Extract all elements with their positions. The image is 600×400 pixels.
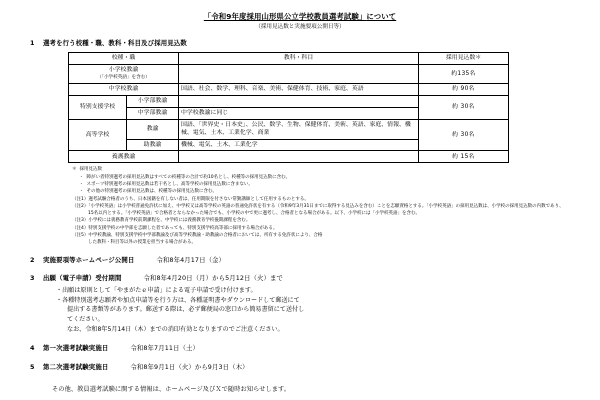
page-title-tail: について — [366, 12, 397, 21]
page-title-quoted: 「令和9年度採用山形県公立学校教員選考試験」 — [203, 12, 367, 21]
application-note-line: ・出願は原則として「やまがたｅ申請」による電子申請で受け付けます。 — [56, 286, 257, 294]
footnote-note — [68, 225, 578, 232]
cell-subjects — [179, 64, 419, 83]
cell-job: 中学部教諭 — [127, 107, 179, 119]
section-5-value: 令和8年9月1日（火）から9月3日（木） — [130, 362, 249, 371]
footnotes — [68, 166, 578, 246]
cell-subjects: 機械、電気、土木、工業化学 — [179, 139, 419, 151]
column-header-school: 校種・職 — [69, 53, 179, 65]
note-label: （注1） — [72, 196, 89, 202]
footnote-bullet — [68, 174, 578, 181]
section-4-title: 第一次選考試験実施日 — [43, 344, 109, 353]
table-row — [69, 95, 509, 107]
footnote-bullet-text: その他の特別選考の採用見込数は、校種等の採用見込数に含む。 — [86, 189, 217, 195]
bullet-marker: ・ — [79, 181, 84, 187]
footnote-star — [68, 166, 578, 173]
application-note-line: てください。 — [67, 316, 104, 324]
section-5-heading — [22, 363, 578, 373]
cell-subjects: 中学校教諭に同じ — [179, 107, 419, 119]
table-row — [69, 64, 509, 83]
cell-job: 助教諭 — [127, 139, 179, 151]
note-label: （注3） — [72, 218, 89, 224]
footnote-bullet — [68, 181, 578, 188]
title-block — [22, 12, 578, 30]
section-2-heading — [22, 256, 578, 266]
section-4-value: 令和8年7月11日（土） — [130, 344, 199, 353]
bullet-marker: ・ — [79, 189, 84, 195]
section-1 — [22, 39, 578, 246]
closing-note: その他、教員選考試験に関する情報は、ホームページ及びＸで随時お知らせします。 — [52, 386, 291, 394]
application-note-line: 提出する書類等があります。郵送する際は、必ず郵便局の窓口から簡易書留にて送付し — [67, 306, 305, 314]
note-text: 特別支援学校の中学部を志願した者であっても、特別支援学校高等部に採用する場合がある。 — [88, 225, 278, 231]
section-4-heading — [22, 344, 578, 354]
table-row — [69, 119, 509, 139]
section-3-number: 3 — [30, 274, 35, 283]
footnote-note — [68, 196, 578, 203]
cell-count: 約135名 — [419, 64, 509, 83]
cell-count: 約 30名 — [419, 95, 509, 119]
cell-subjects: 国語、「世界史・日本史」、公民、数学、生物、保健体育、美術、英語、家庭、情報、機械、電気、土木、工業化学、商業 — [179, 119, 419, 139]
section-1-title: 選考を行う校種・職、教科・科目及び採用見込数 — [43, 39, 187, 48]
note-text-continued: した教科・科目等以外の授業を担当する場合がある。 — [88, 240, 196, 246]
section-3-value: 令和8年4月20日（月）から5月12日（火）まで — [143, 274, 284, 283]
section-3-heading — [22, 274, 578, 284]
cell-school: 特別支援学校 — [69, 95, 127, 119]
cell-count: 約 90名 — [419, 83, 509, 95]
table-header-row — [69, 53, 509, 65]
section-2-value: 令和8年4月17日（金） — [156, 255, 226, 264]
page-subtitle: （採用見込数と実施要項公開日等） — [255, 23, 345, 30]
section-2-number: 2 — [30, 255, 35, 264]
cell-subjects — [179, 95, 419, 107]
section-5-title: 第二次選考試験実施日 — [43, 362, 109, 371]
cell-subjects — [179, 151, 419, 163]
cell-job: 小学部教諭 — [127, 95, 179, 107]
bullet-marker: ・ — [79, 174, 84, 180]
section-5-number: 5 — [30, 362, 35, 371]
note-text: 「小学校英語」は小学校普通免許状に加え、中学校又は高等学校の英語の普通免許状を有する（令和9年3月31日までに取得する見込みを含む）ことを志願資格とする。「小学校英語」の採用見込数は、小学校の採用見込数の内数であり、 — [88, 203, 564, 209]
section-2 — [22, 256, 578, 266]
note-text: 小学校には義務教育学校前期課程を、中学校には義務教育学校後期課程を含む。 — [88, 218, 251, 224]
section-4-number: 4 — [30, 344, 35, 353]
cell-school — [69, 64, 179, 83]
note-label: （注2） — [72, 203, 89, 209]
footnote-note — [68, 203, 578, 218]
footnote-star-mark: ＊ — [72, 167, 77, 173]
cell-school: 中学校教諭 — [69, 83, 179, 95]
cell-school: 高等学校 — [69, 119, 127, 151]
application-note-line: ・各種特別選考志願者や加点申請等を行う方は、各種証明書やダウンロードして郵送にて — [56, 296, 300, 304]
section-3 — [22, 274, 578, 335]
column-header-count: 採用見込数＊ — [419, 53, 509, 65]
table-row — [69, 83, 509, 95]
footnote-note — [68, 232, 578, 247]
cell-count: 約 15名 — [419, 151, 509, 163]
section-1-heading — [22, 39, 578, 49]
section-1-number: 1 — [30, 39, 35, 48]
cell-count: 約 30名 — [419, 119, 509, 151]
section-3-title: 出願（電子申請）受付期間 — [43, 274, 122, 283]
section-2-title: 実施要項等ホームページ公開日 — [43, 255, 135, 264]
table-row — [69, 151, 509, 163]
footnote-star-label: 採用見込数 — [79, 167, 102, 173]
footnote-bullet — [68, 188, 578, 195]
page-title — [22, 12, 578, 21]
note-text: 選考試験合格者のうち、日本国籍を有しない者は、任用期限を付さない常勤講師として任用するものとする。 — [88, 196, 309, 202]
recruitment-table — [68, 52, 509, 163]
application-notes — [22, 286, 578, 335]
column-header-subject: 教科・科目 — [179, 53, 419, 65]
footnote-bullet-text: 障がい者特別選考の採用見込数はすべての校種等の合計で約10名とし、校種等の採用見込数に含む。 — [86, 174, 291, 180]
cell-job: 教諭 — [127, 119, 179, 139]
note-label: （注4） — [72, 225, 89, 231]
cell-school-sub: （「小学校英語」を含む） — [97, 75, 150, 81]
cell-school: 養護教諭 — [69, 151, 179, 163]
cell-school-name: 小学校教諭 — [108, 67, 139, 74]
application-note-line: なお、令和8年5月14日（木）までの消印有効となりますのでご注意ください。 — [67, 326, 284, 334]
note-text: 中学校教諭、特別支援学校中学部教諭及び高等学校教諭・助教諭の合格者においては、所有する免許状により、合格 — [88, 232, 323, 238]
cell-subjects: 国語、社会、数学、理科、音楽、美術、保健体育、技術、家庭、英語 — [179, 83, 419, 95]
note-text-continued: 15名以内とする。「小学校英語」で合格者とならなかった場合でも、小学校の中で更に選考し、合格者となる場合がある。以下、小学校には「小学校英語」を含む。 — [88, 211, 420, 217]
section-5 — [22, 363, 578, 373]
section-4 — [22, 344, 578, 354]
footnote-note — [68, 217, 578, 224]
note-label: （注5） — [72, 232, 89, 238]
footnote-bullet-text: スポーツ特別選考の採用見込数は若干名とし、高等学校の採用見込数に含まない。 — [86, 181, 253, 187]
